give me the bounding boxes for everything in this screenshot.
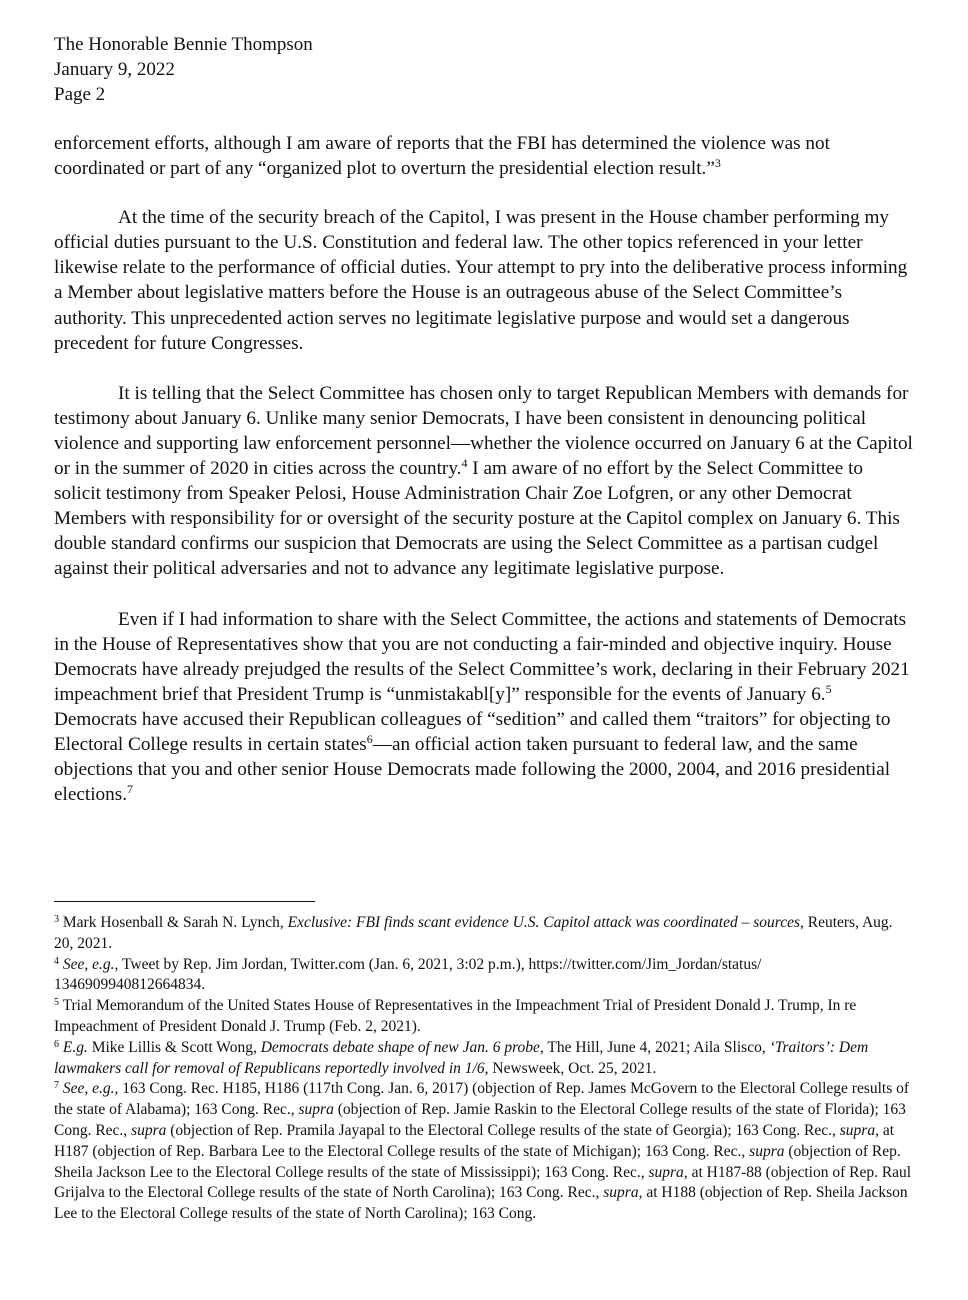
article-title: Exclusive: FBI finds scant evidence U.S. Capitol attack was coordinated – sources — [287, 914, 800, 931]
footnote-text: (objection of Rep. Jamie Raskin to the Electoral College results of the state of Florida); 163 Cong. Rec., — [54, 1101, 906, 1139]
footnote-text: Mike Lillis & Scott Wong, — [87, 1038, 261, 1056]
footnote-number: 4 — [54, 955, 59, 967]
footnote-text: , Newsweek, Oct. 25, 2021. — [484, 1059, 657, 1077]
footnote-ref-5: 5 — [825, 681, 832, 696]
supra-signal: supra — [298, 1101, 334, 1119]
article-title: ‘Traitors’: Dem lawmakers call for removal of Republicans reportedly involved in 1/6 — [54, 1038, 869, 1077]
recipient-line: The Honorable Bennie Thompson — [54, 34, 313, 55]
date-line: January 9, 2022 — [54, 59, 175, 80]
article-title: Democrats debate shape of new Jan. 6 probe — [260, 1038, 540, 1056]
footnote-6 — [54, 1038, 914, 1080]
footnote-number: 3 — [54, 914, 59, 925]
supra-signal: supra — [603, 1184, 639, 1202]
citation-signal: See, e.g. — [62, 955, 115, 973]
footnote-text: , at H187-88 (objection of Rep. Raul Grijalva to the Electoral College results of the state of North Carolina); 163 Cong. Rec., — [54, 1163, 912, 1202]
paragraph-1 — [54, 131, 914, 181]
footnote-4 — [54, 955, 914, 997]
supra-signal: supra — [839, 1121, 876, 1139]
footnote-number: 6 — [54, 1038, 59, 1050]
paragraph-3-text-b: I am aware of no effort by the Select Committee to solicit testimony from Speaker Pelosi, House Administration Chair Zoe Lofgren, or any other Democrat Members with responsibility for or oversight of the security posture at the Capitol complex on January 6. This double standard confirms our suspicion that Democrats are using the Select Committee as a partisan cudgel against their political adversaries and not to advance any legitimate legislative purpose. — [54, 458, 900, 580]
supra-signal: supra — [749, 1142, 785, 1160]
footnote-7 — [54, 1079, 914, 1225]
footnote-text: , at H188 (objection of Rep. Sheila Jackson Lee to the Electoral College results of the state of North Carolina); 163 Cong. — [54, 1184, 908, 1223]
supra-signal: supra — [131, 1121, 167, 1139]
paragraph-2: At the time of the security breach of the Capitol, I was present in the House chamber performing my official duties pursuant to the U.S. Constitution and federal law. The other topics referenced in your letter likewise relate to the performance of official duties. Your attempt to pry into the deliberative process informing a Member about legislative matters before the House is an outrageous abuse of the Select Committee’s authority. This unprecedented action serves no legitimate legislative purpose and would set a dangerous precedent for future Congresses. — [54, 207, 908, 354]
footnote-3 — [54, 913, 914, 955]
citation-signal: E.g. — [62, 1038, 88, 1056]
paragraph-4-text-b: Democrats have accused their Republican colleagues of “sedition” and called them “traitors” for objecting to Electoral College results in certain states — [54, 708, 891, 755]
letter-header — [54, 32, 313, 107]
paragraph-4-text-a: Even if I had information to share with the Select Committee, the actions and statements of Democrats in the House of Representatives show that you are not conducting a fair-minded and objective inquiry. House Democrats have already prejudged the results of the Select Committee’s work, declaring in their February 2021 impeachment brief that President Trump is “unmistakabl[y]” responsible for the events of January 6. — [54, 608, 910, 705]
letter-body — [54, 131, 914, 832]
citation-signal: See, e.g. — [62, 1080, 115, 1098]
footnote-text: , Reuters, Aug. 20, 2021. — [54, 914, 893, 952]
footnote-text: (objection of Rep. Pramila Jayapal to the Electoral College results of the state of Georgia); 163 Cong. Rec., — [166, 1121, 840, 1139]
footnotes — [54, 913, 914, 1225]
paragraph-4 — [54, 607, 914, 808]
footnote-text: Trial Memorandum of the United States House of Representatives in the Impeachment Trial of President Donald J. Trump, In re Impeachment of President Donald J. Trump (Feb. 2, 2021). — [54, 997, 857, 1035]
footnote-text: , at H187 (objection of Rep. Barbara Lee to the Electoral College results of the state of Michigan); 163 Cong. Rec., — [54, 1121, 895, 1160]
paragraph-1-text: enforcement efforts, although I am aware of reports that the FBI has determined the violence was not coordinated or part of any “organized plot to overturn the presidential election result.” — [54, 133, 830, 180]
page-number-line: Page 2 — [54, 84, 106, 105]
footnote-ref-3: 3 — [714, 156, 721, 171]
footnote-text: Mark Hosenball & Sarah N. Lynch, — [59, 914, 288, 931]
footnote-text: , 163 Cong. Rec. H185, H186 (117th Cong. Jan. 6, 2017) (objection of Rep. James McGovern to the Electoral College results of the state of Alabama); 163 Cong. Rec., — [54, 1080, 910, 1119]
footnote-number: 5 — [54, 997, 59, 1009]
footnote-text: (objection of Rep. Sheila Jackson Lee to the Electoral College results of the state of Mississippi); 163 Cong. Rec., — [54, 1142, 901, 1181]
paragraph-3-text-a: It is telling that the Select Committee has chosen only to target Republican Members with demands for testimony about January 6. Unlike many senior Democrats, I have been consistent in denouncing political violence and supporting law enforcement personnel—whether the violence occurred on January 6 at the Capitol or in the summer of 2020 in cities across the country. — [54, 382, 913, 480]
footnote-ref-6: 6 — [366, 731, 373, 746]
footnote-text: , Tweet by Rep. Jim Jordan, Twitter.com (Jan. 6, 2021, 3:02 p.m.), https://twitter.com/Jim_Jordan/status/ 1346909940812664834. — [54, 955, 762, 994]
footnote-ref-4: 4 — [461, 456, 468, 471]
footnote-5 — [54, 996, 914, 1038]
footnote-ref-7: 7 — [127, 782, 133, 797]
paragraph-4-text-c: —an official action taken pursuant to federal law, and the same objections that you and other senior House Democrats made following the 2000, 2004, and 2016 presidential elections. — [54, 733, 891, 806]
supra-signal: supra — [648, 1163, 684, 1181]
footnote-number: 7 — [54, 1080, 59, 1092]
footnote-divider — [54, 901, 315, 902]
paragraph-3 — [54, 381, 914, 582]
footnote-text: , The Hill, June 4, 2021; Aila Slisco, — [539, 1038, 770, 1056]
